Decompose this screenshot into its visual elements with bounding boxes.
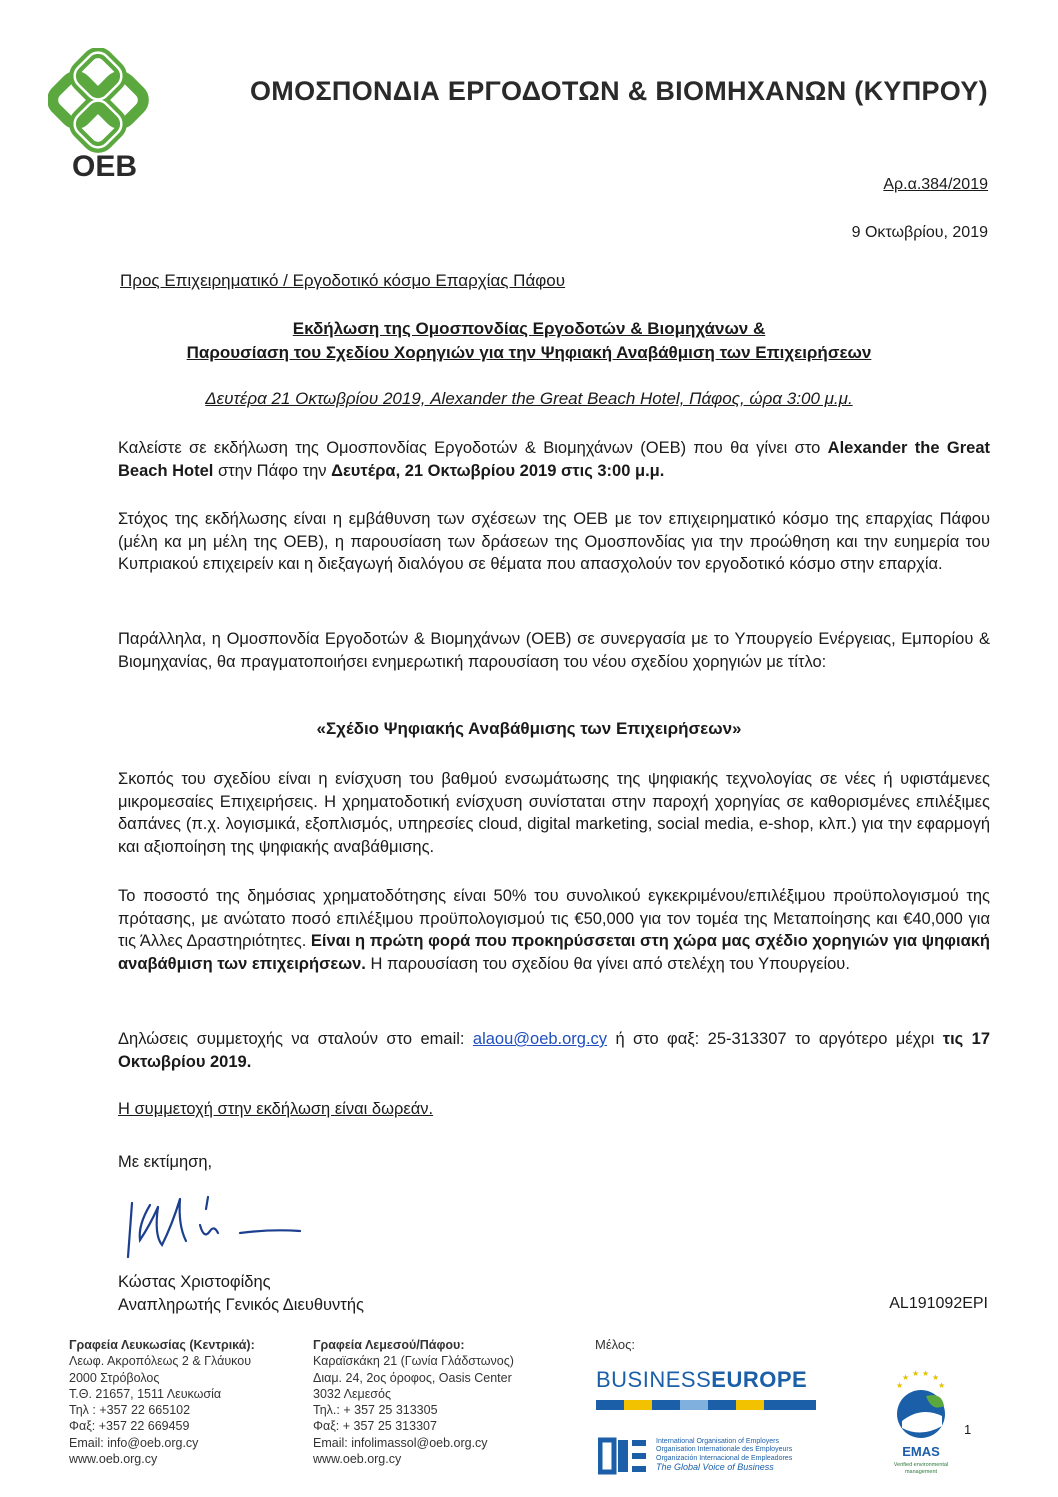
paragraph-funding: Το ποσοστό της δημόσιας χρηματοδότησης είναι 50% του συνολικού εγκεκριμένου/επιλέξιμου προϋπολογισμού της πρότασης, με ανώτατο ποσό επιλέξιμου προϋπολογισμού τις €50,000 για τον τομέα της Μεταποίησης και €40,000 για τις Άλλες Δραστηριότητες. Είναι η πρώτη φορά που προκηρύσσεται στη χώρα μας σχέδιο χορηγιών για ψηφιακή αναβάθμιση των επιχειρήσεων. Η παρουσίαση του σχεδίου θα γίνει από στελέχη του Υπουργείου. bbox=[118, 887, 990, 973]
emas-logo: ★ ★ ★ ★ ★ ★ EMAS Verified environmental management bbox=[893, 1369, 949, 1475]
free-participation-note: Η συμμετοχή στην εκδήλωση είναι δωρεάν. bbox=[118, 1100, 434, 1118]
title-line-1: Εκδήλωση της Ομοσπονδίας Εργοδοτών & Βιομηχάνων & bbox=[292, 319, 766, 338]
member-label: Μέλος: bbox=[595, 1337, 636, 1352]
businesseurope-color-bar bbox=[596, 1397, 816, 1407]
reference-number: Αρ.α.384/2019 bbox=[883, 176, 988, 193]
signer-name: Κώστας Χριστοφίδης bbox=[118, 1273, 271, 1291]
paragraph-registration: Δηλώσεις συμμετοχής να σταλούν στο email: alaou@oeb.org.cy ή στο φαξ: 25-313307 το αργότερο μέχρι τις 17 Οκτωβρίου 2019. bbox=[118, 1030, 991, 1071]
recipient-line: Προς Επιχειρηματικό / Εργοδοτικό κόσμο Επαρχίας Πάφου bbox=[120, 271, 566, 290]
email-link[interactable]: alaou@oeb.org.cy bbox=[472, 1030, 608, 1048]
document-reference: AL191092EPI bbox=[889, 1295, 988, 1312]
svg-text:★: ★ bbox=[896, 1381, 904, 1390]
signature bbox=[120, 1185, 310, 1265]
page-number: 1 bbox=[964, 1422, 972, 1437]
logo-text: OEB bbox=[72, 150, 138, 183]
paragraph-goal: Στόχος της εκδήλωσης είναι η εμβάθυνση των σχέσεων της ΟΕΒ με τον επιχειρηματικό κόσμο της επαρχίας Πάφου (μέλη κα μη μέλη της ΟΕΒ), η παρουσίαση των δράσεων της Ομοσπονδίας για την προώθηση και την ευημερία του Κυπριακού επιχειρείν και η διεξαγωγή διαλόγου σε θέματα που απασχολούν τον εργοδοτικό κόσμο στην επαρχία. bbox=[118, 510, 990, 573]
svg-text:★: ★ bbox=[938, 1381, 946, 1390]
signer-block bbox=[118, 1271, 364, 1317]
footer-limassol-email: Email: infolimassol@oeb.org.cy bbox=[313, 1435, 488, 1450]
footer-limassol-website: www.oeb.org.cy bbox=[313, 1452, 402, 1467]
svg-text:★: ★ bbox=[932, 1373, 940, 1382]
svg-text:★: ★ bbox=[912, 1369, 920, 1378]
scheme-title: «Σχέδιο Ψηφιακής Αναβάθμισης των Επιχειρήσεων» bbox=[316, 719, 742, 738]
paragraph-scheme-purpose: Σκοπός του σχεδίου είναι η ενίσχυση του βαθμού ενσωμάτωσης της ψηφιακής τεχνολογίας σε νέες ή υφιστάμενες μικρομεσαίες Επιχειρήσεις. Η χρηματοδοτική ενίσχυση συνίσταται στην παροχή χορηγίας σε καθορισμένες επιλέξιμες δαπάνες (π.χ. λογισμικά, εξοπλισμός, υπηρεσίες cloud, digital marketing, social media, e-shop, κλπ.) για την εφαρμογή και αξιοποίηση της ψηφιακής αναβάθμισης. bbox=[118, 770, 990, 856]
organization-name: ΟΜΟΣΠΟΝΔΙΑ ΕΡΓΟΔΟΤΩΝ & ΒΙΟΜΗΧΑΝΩΝ (ΚΥΠΡΟΥ) bbox=[250, 76, 988, 106]
letter-date: 9 Οκτωβρίου, 2019 bbox=[851, 224, 988, 241]
businesseurope-logo: BUSINESSEUROPE bbox=[596, 1367, 808, 1392]
signer-title: Αναπληρωτής Γενικός Διευθυντής bbox=[118, 1296, 364, 1314]
svg-text:★: ★ bbox=[922, 1369, 930, 1378]
footer-nicosia-address: Γραφεία Λευκωσίας (Κεντρικά): Λεωφ. Ακροπόλεως 2 & Γλάυκου 2000 Στρόβολος Τ.Θ. 21657, 1511 Λευκωσία Τηλ : +357 22 665102 Φαξ: +357 22 669459 Email: info@oeb.org.cy www.oeb.org.cy bbox=[69, 1338, 255, 1467]
paragraph-invitation: Καλείστε σε εκδήλωση της Ομοσπονδίας Εργοδοτών & Βιομηχάνων (ΟΕΒ) που θα γίνει στο Alexander the Great Beach Hotel στην Πάφο την Δευτέρα, 21 Οκτωβρίου 2019 στις 3:00 μ.μ. bbox=[118, 439, 990, 480]
ioe-logo: International Organisation of Employers Organisation Internationale des Employeurs Organización Internacional de Empleadores The Global Voice of Business bbox=[598, 1432, 828, 1482]
title-line-2: Παρουσίαση του Σχεδίου Χορηγιών για την Ψηφιακή Αναβάθμιση των Επιχειρήσεων bbox=[186, 343, 872, 362]
closing-regards: Με εκτίμηση, bbox=[118, 1153, 213, 1171]
footer-nicosia-email: Email: info@oeb.org.cy bbox=[69, 1435, 199, 1450]
paragraph-presentation: Παράλληλα, η Ομοσπονδία Εργοδοτών & Βιομηχάνων (ΟΕΒ) σε συνεργασία με το Υπουργείο Ενέργειας, Εμπορίου & Βιομηχανίας, θα πραγματοποιήσει ενημερωτική παρουσίαση του νέου σχεδίου χορηγιών με τίτλο: bbox=[118, 630, 990, 671]
svg-text:★: ★ bbox=[902, 1373, 910, 1382]
event-details: Δευτέρα 21 Οκτωβρίου 2019, Alexander the Great Beach Hotel, Πάφος, ώρα 3:00 μ.μ. bbox=[205, 389, 853, 408]
footer-nicosia-website: www.oeb.org.cy bbox=[69, 1452, 158, 1467]
footer-limassol-address: Γραφεία Λεμεσού/Πάφου: Καραϊσκάκη 21 (Γωνία Γλάδστωνος) Διαμ. 24, 2ος όροφος, Oasis Center 3032 Λεμεσός Τηλ.: + 357 25 313305 Φαξ: + 357 25 313307 Email: infolimassol@oeb.org.cy www.oeb.org.cy bbox=[313, 1338, 514, 1467]
